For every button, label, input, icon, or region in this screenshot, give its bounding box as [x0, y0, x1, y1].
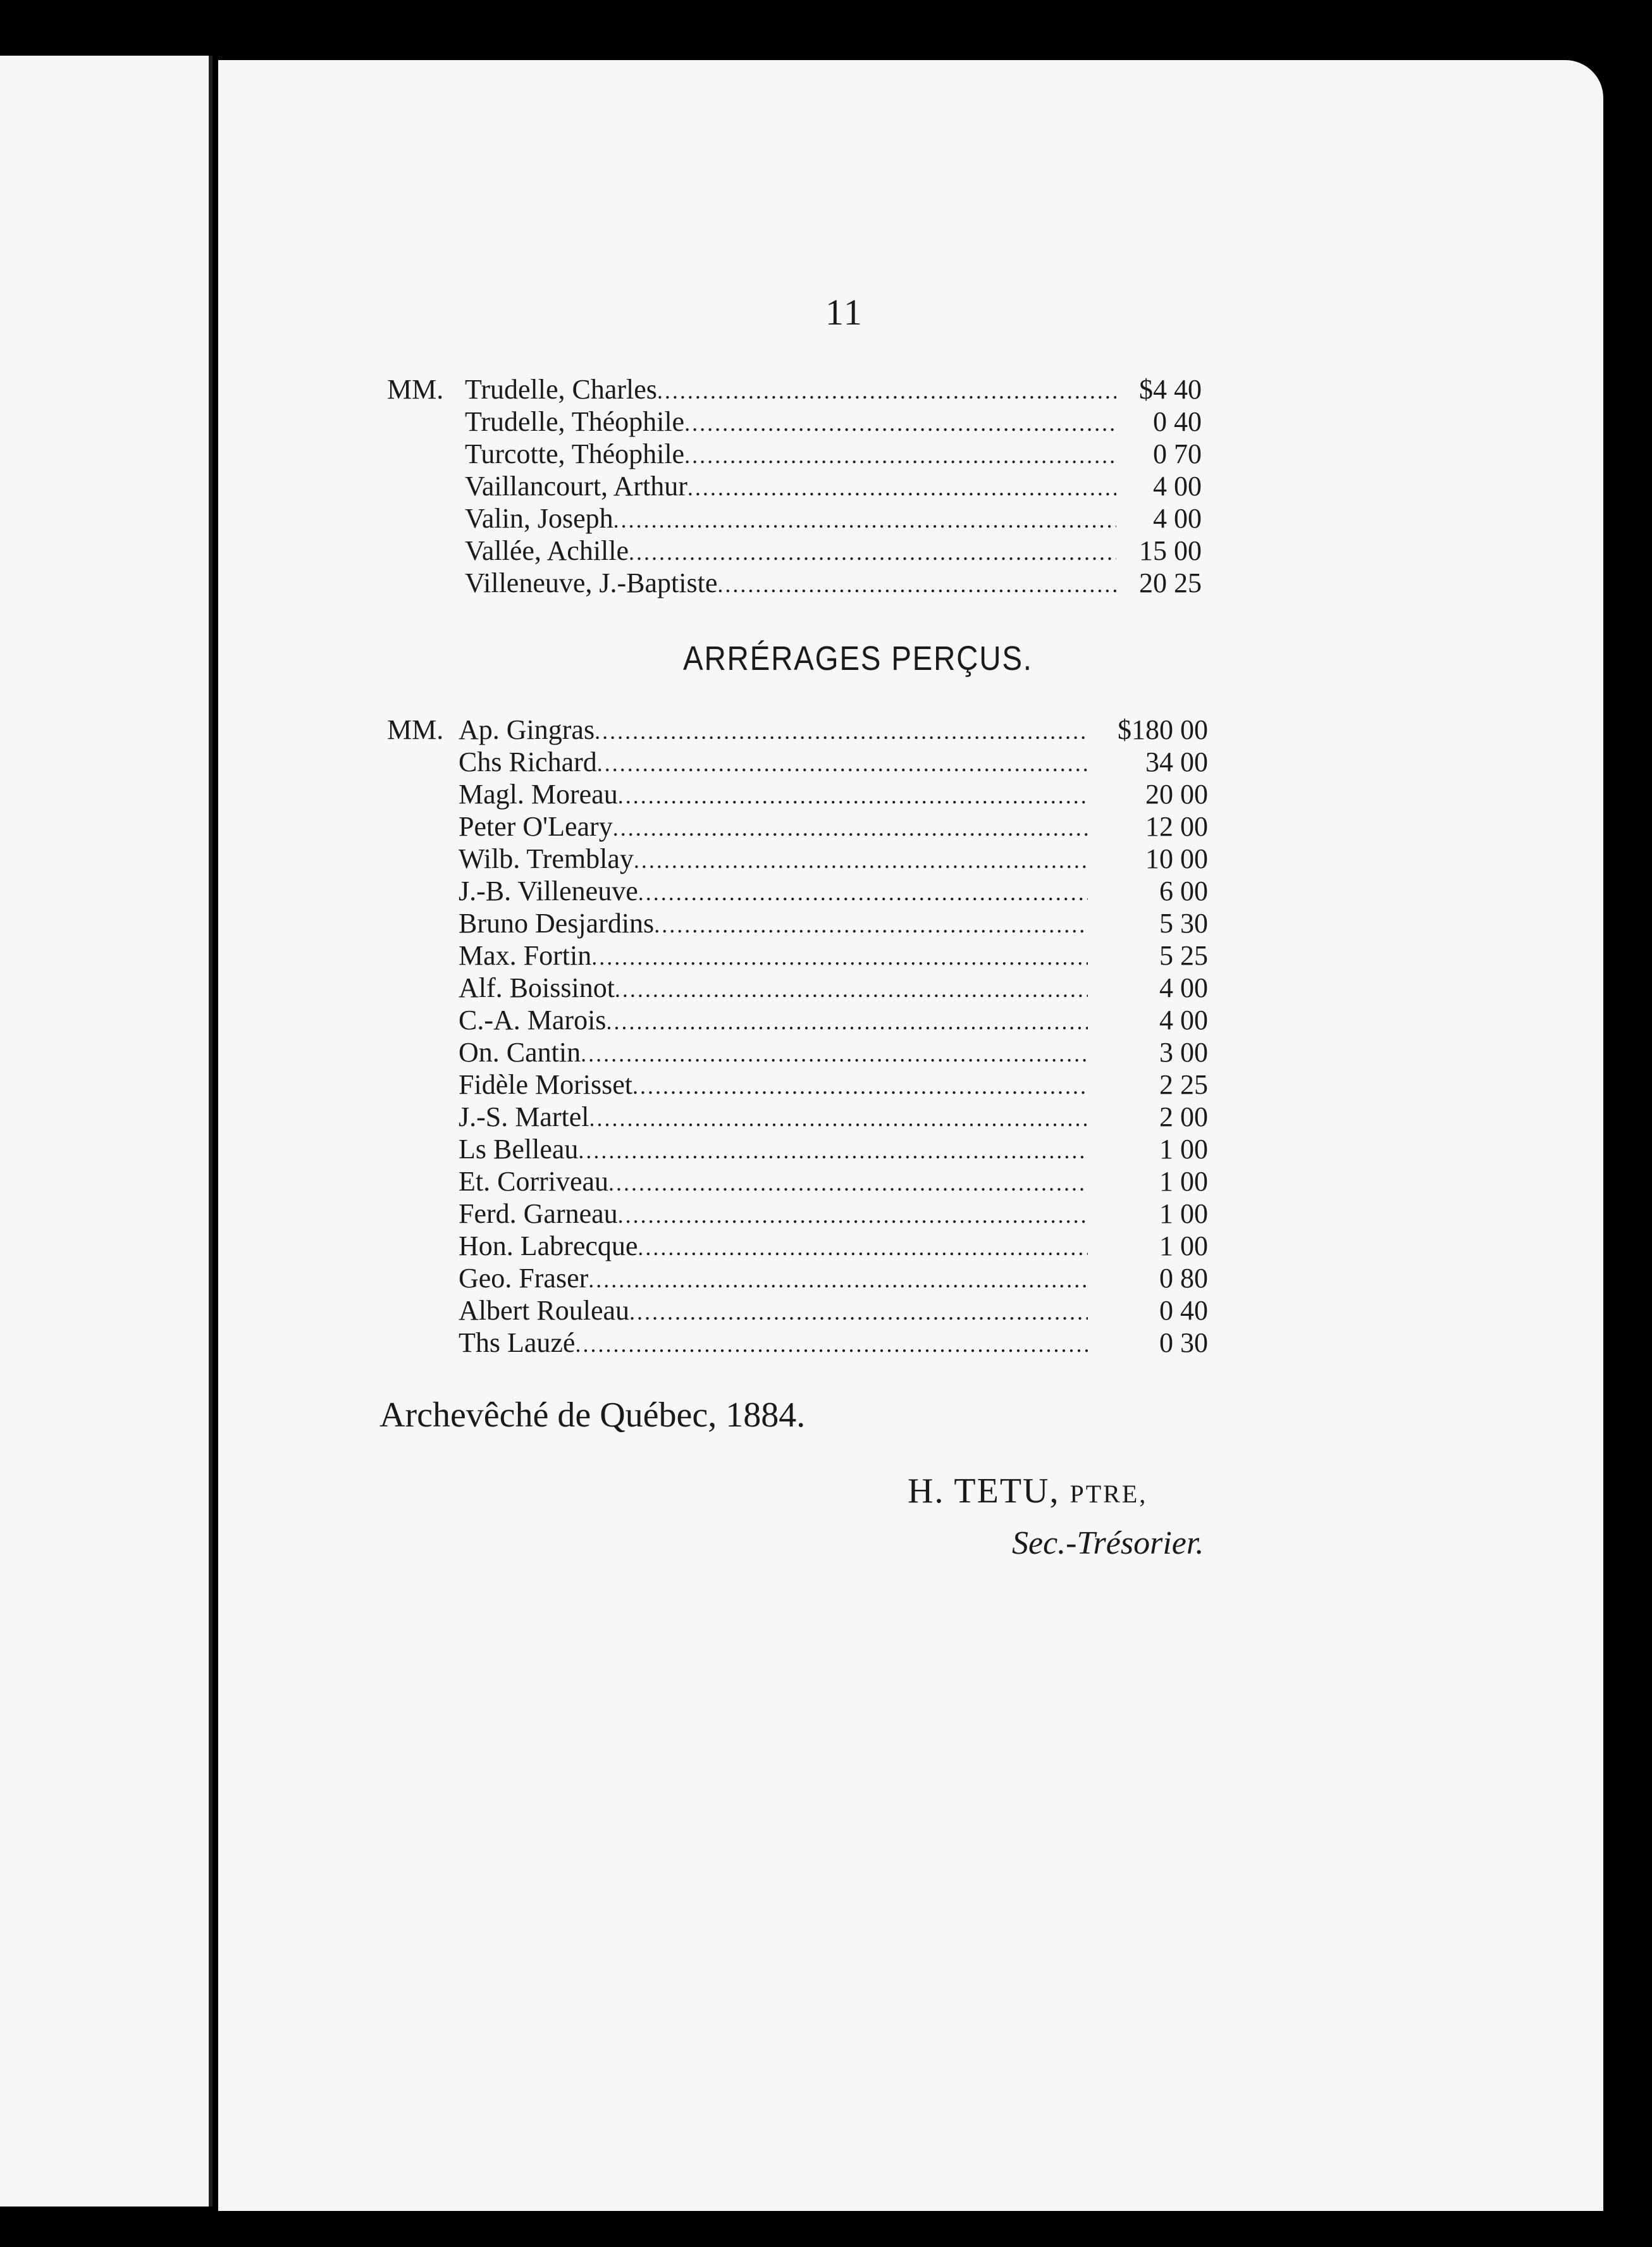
ledger-row: [0, 746, 1652, 779]
dot-leader: [613, 504, 1116, 536]
donor-name: Hon. Labrecque: [459, 1230, 638, 1261]
ledger-row: [0, 535, 1652, 567]
amount: 4 00: [1153, 503, 1202, 534]
dot-leader: [606, 1005, 1088, 1038]
dot-leader: [629, 1296, 1088, 1328]
amount: 0 30: [1159, 1327, 1208, 1358]
dot-leader: [684, 439, 1116, 472]
dot-leader: [615, 973, 1088, 1006]
amount: $180 00: [1118, 714, 1208, 745]
amount: 4 00: [1159, 972, 1208, 1003]
donor-name: Magl. Moreau: [459, 779, 618, 810]
section-title: ARRÉRAGES PERÇUS.: [683, 640, 1033, 678]
dot-leader: [629, 536, 1116, 569]
donor-name: C.-A. Marois: [459, 1005, 607, 1036]
donor-name: Alf. Boissinot: [459, 972, 615, 1003]
donor-name: Ferd. Garneau: [459, 1198, 618, 1229]
dot-leader: [632, 1070, 1088, 1103]
amount: 2 25: [1159, 1069, 1208, 1100]
donor-name: Wilb. Tremblay: [459, 843, 634, 874]
dot-leader: [613, 812, 1088, 845]
ledger-row: [0, 1165, 1652, 1198]
page-number: 11: [825, 292, 863, 333]
amount: 12 00: [1145, 811, 1208, 842]
amount: 1 00: [1159, 1198, 1208, 1229]
salutation: MM.: [387, 374, 444, 405]
ledger-row: [0, 1327, 1652, 1359]
amount: 20 25: [1139, 567, 1202, 598]
ledger-row: [0, 405, 1652, 438]
donor-name: Bruno Desjardins: [459, 908, 655, 939]
donor-name: Max. Fortin: [459, 940, 592, 971]
donor-name: J.-S. Martel: [459, 1101, 589, 1132]
donor-name: J.-B. Villeneuve: [459, 876, 638, 907]
ledger-row: [0, 1230, 1652, 1263]
donor-name: Vaillancourt, Arthur: [465, 471, 687, 502]
amount: 15 00: [1139, 535, 1202, 566]
ledger-row: [0, 438, 1652, 471]
donor-name: Geo. Fraser: [459, 1263, 589, 1294]
ledger-row: [0, 1294, 1652, 1327]
ledger-row: [0, 1133, 1652, 1166]
dot-leader: [638, 1231, 1088, 1264]
ledger-row: [0, 373, 1652, 406]
amount: 0 80: [1159, 1263, 1208, 1294]
ledger-row: [0, 714, 1652, 746]
donor-name: Ths Lauzé: [459, 1327, 576, 1358]
dot-leader: [654, 908, 1088, 941]
ledger-row: [0, 810, 1652, 843]
amount: 3 00: [1159, 1037, 1208, 1068]
ledger-row: [0, 972, 1652, 1005]
dot-leader: [581, 1037, 1088, 1070]
dot-leader: [687, 471, 1116, 504]
dot-leader: [634, 844, 1088, 877]
dot-leader: [717, 568, 1116, 601]
dot-leader: [618, 1199, 1088, 1232]
dot-leader: [578, 1134, 1088, 1167]
ledger-row: [0, 502, 1652, 535]
donor-name: Turcotte, Théophile: [465, 438, 685, 469]
donor-name: Albert Rouleau: [459, 1295, 630, 1326]
salutation: MM.: [387, 714, 444, 745]
ledger-row: [0, 843, 1652, 876]
donor-name: Ls Belleau: [459, 1134, 579, 1165]
amount: 34 00: [1145, 746, 1208, 777]
donor-name: Trudelle, Charles: [465, 374, 657, 405]
amount: 5 25: [1159, 940, 1208, 971]
dot-leader: [595, 715, 1088, 748]
donor-name: Trudelle, Théophile: [465, 406, 685, 437]
amount: 5 30: [1159, 908, 1208, 939]
amount: 4 00: [1159, 1005, 1208, 1036]
ledger-row: [0, 1068, 1652, 1101]
ledger-row: [0, 1036, 1652, 1069]
amount: 10 00: [1145, 843, 1208, 874]
dot-leader: [684, 407, 1116, 440]
dot-leader: [638, 876, 1088, 909]
donor-name: Et. Corriveau: [459, 1166, 609, 1197]
dot-leader: [618, 779, 1088, 812]
dot-leader: [575, 1328, 1088, 1361]
ledger-row: [0, 470, 1652, 503]
donor-name: Peter O'Leary: [459, 811, 613, 842]
ledger-row: [0, 939, 1652, 972]
dot-leader: [608, 1167, 1088, 1199]
ledger-row: [0, 1262, 1652, 1295]
amount: 0 40: [1153, 406, 1202, 437]
ledger-row: [0, 778, 1652, 811]
amount: 1 00: [1159, 1134, 1208, 1165]
dot-leader: [591, 941, 1088, 974]
ledger-row: [0, 1101, 1652, 1134]
signatory: [908, 1471, 1147, 1511]
dot-leader: [597, 747, 1088, 780]
signatory-name: H. TETU,: [908, 1471, 1060, 1511]
dot-leader: [657, 374, 1116, 407]
signatory-role: Sec.-Trésorier.: [1012, 1525, 1204, 1561]
ledger-row: [0, 1198, 1652, 1230]
place-date: Archevêché de Québec, 1884.: [379, 1396, 806, 1435]
donor-name: Valin, Joseph: [465, 503, 613, 534]
signatory-title: PTRE,: [1069, 1480, 1148, 1508]
amount: 1 00: [1159, 1230, 1208, 1261]
donor-name: Chs Richard: [459, 746, 597, 777]
donor-name: Fidèle Morisset: [459, 1069, 632, 1100]
donor-name: On. Cantin: [459, 1037, 581, 1068]
ledger-row: [0, 1004, 1652, 1037]
dot-leader: [589, 1102, 1088, 1135]
amount: $4 40: [1139, 374, 1202, 405]
donor-name: Vallée, Achille: [465, 535, 629, 566]
ledger-row: [0, 567, 1652, 600]
amount: 4 00: [1153, 471, 1202, 502]
amount: 20 00: [1145, 779, 1208, 810]
amount: 1 00: [1159, 1166, 1208, 1197]
amount: 2 00: [1159, 1101, 1208, 1132]
ledger-row: [0, 875, 1652, 908]
amount: 0 70: [1153, 438, 1202, 469]
donor-name: Villeneuve, J.-Baptiste: [465, 567, 718, 598]
donor-name: Ap. Gingras: [459, 714, 595, 745]
dot-leader: [588, 1263, 1088, 1296]
amount: 0 40: [1159, 1295, 1208, 1326]
ledger-row: [0, 907, 1652, 940]
amount: 6 00: [1159, 876, 1208, 907]
